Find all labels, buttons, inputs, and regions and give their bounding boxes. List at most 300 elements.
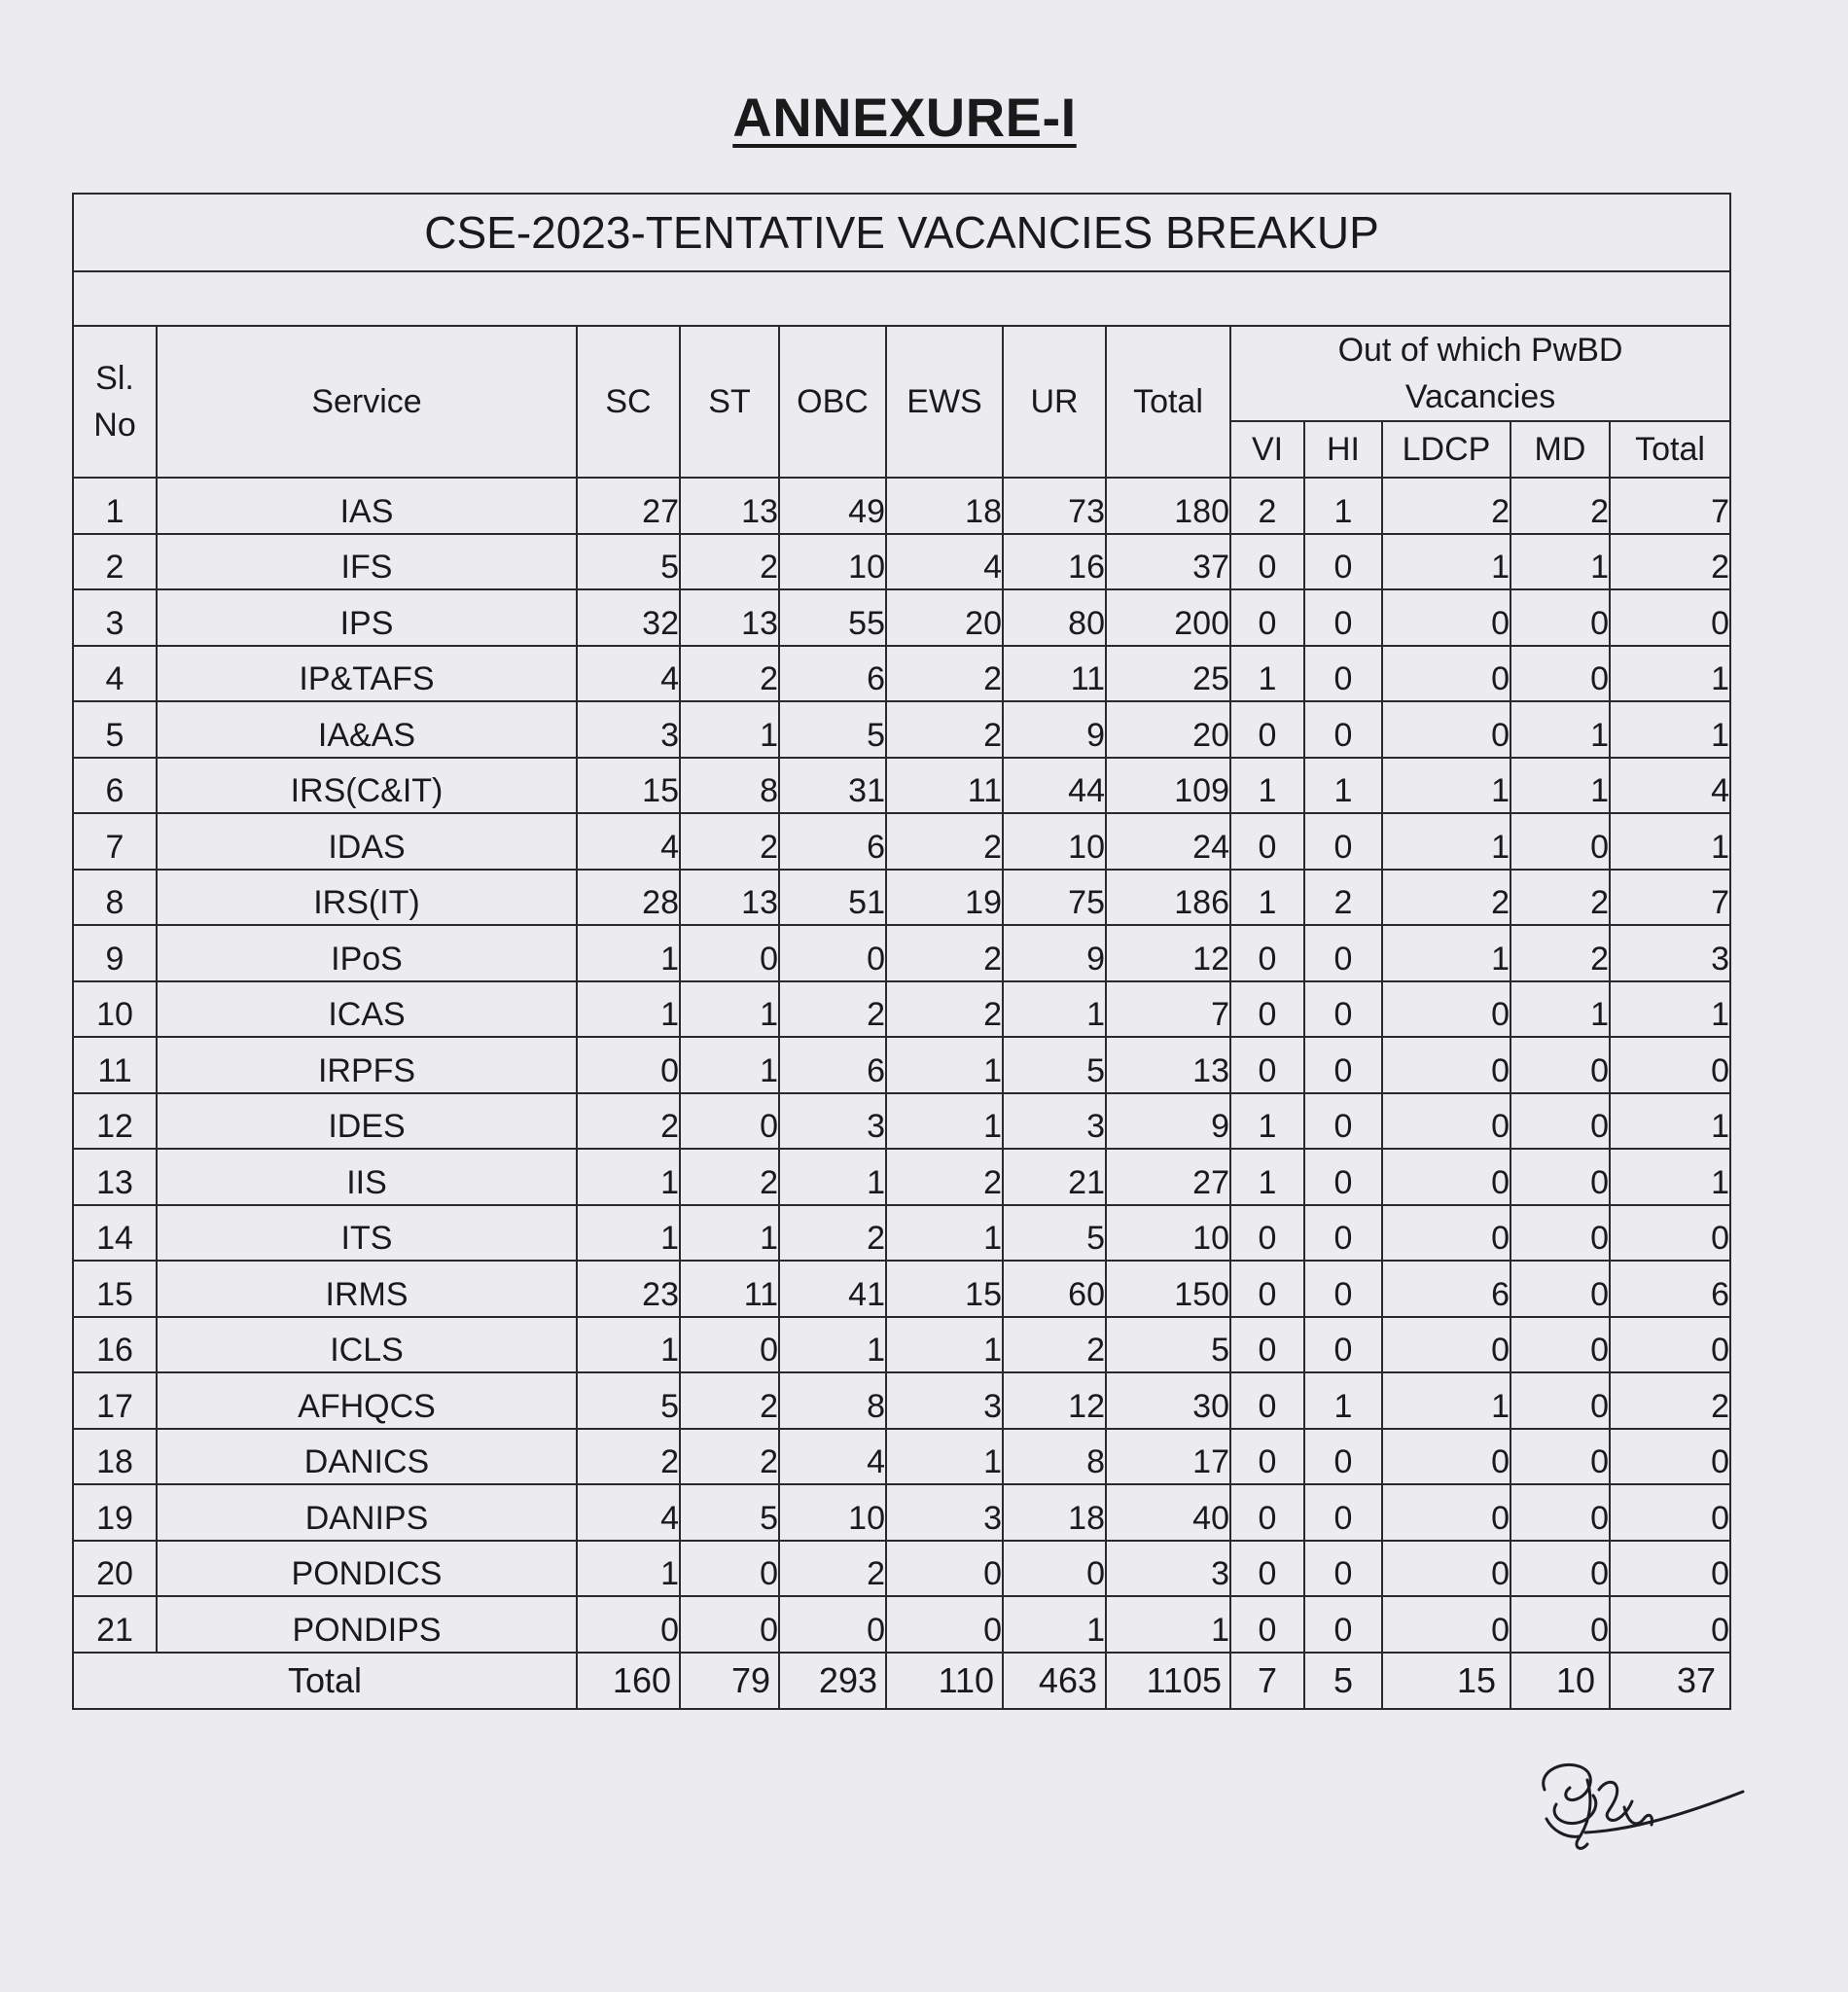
- table-row: [73, 1037, 1730, 1093]
- cell-total: 200: [1106, 589, 1230, 646]
- table-row: [73, 981, 1730, 1038]
- cell-ur: 5: [1003, 1037, 1106, 1093]
- cell-sc: 2: [577, 1093, 680, 1150]
- cell-sl: 14: [73, 1205, 157, 1262]
- cell-ldcp: 0: [1382, 1093, 1510, 1150]
- cell-ur: 80: [1003, 589, 1106, 646]
- cell-total: 150: [1106, 1261, 1230, 1317]
- cell-md: 2: [1510, 925, 1610, 981]
- cell-ldcp: 1: [1382, 758, 1510, 814]
- cell-ldcp: 0: [1382, 1205, 1510, 1262]
- cell-sl: 1: [73, 478, 157, 534]
- cell-md: 0: [1510, 646, 1610, 702]
- cell-md: 0: [1510, 1205, 1610, 1262]
- cell-st: 0: [680, 1093, 779, 1150]
- cell-hi: 0: [1304, 1037, 1382, 1093]
- cell-vi: 0: [1230, 1317, 1304, 1373]
- cell-md: 0: [1510, 1093, 1610, 1150]
- header-ur: UR: [1003, 326, 1106, 478]
- table-row: [73, 589, 1730, 646]
- cell-total: 13: [1106, 1037, 1230, 1093]
- cell-sc: 1: [577, 1149, 680, 1205]
- cell-service: IPoS: [157, 925, 577, 981]
- cell-st: 2: [680, 534, 779, 590]
- cell-ldcp: 0: [1382, 1484, 1510, 1541]
- cell-service: DANICS: [157, 1429, 577, 1485]
- cell-vi: 0: [1230, 813, 1304, 870]
- cell-st: 13: [680, 870, 779, 926]
- header-pwbd-total: Total: [1610, 421, 1730, 478]
- cell-vi: 0: [1230, 534, 1304, 590]
- cell-sl: 10: [73, 981, 157, 1038]
- cell-obc: 2: [779, 981, 886, 1038]
- cell-st: 0: [680, 925, 779, 981]
- cell-obc: 6: [779, 646, 886, 702]
- cell-vi: 0: [1230, 1596, 1304, 1653]
- cell-ews: 19: [886, 870, 1003, 926]
- cell-ews: 2: [886, 925, 1003, 981]
- cell-ews: 3: [886, 1484, 1003, 1541]
- totals-obc: 293: [779, 1653, 886, 1709]
- cell-total: 1: [1106, 1596, 1230, 1653]
- cell-hi: 0: [1304, 1429, 1382, 1485]
- cell-service: PONDIPS: [157, 1596, 577, 1653]
- cell-st: 0: [680, 1596, 779, 1653]
- cell-vi: 1: [1230, 646, 1304, 702]
- cell-hi: 0: [1304, 1261, 1382, 1317]
- cell-ldcp: 6: [1382, 1261, 1510, 1317]
- cell-service: IDAS: [157, 813, 577, 870]
- table-row: [73, 1484, 1730, 1541]
- cell-md: 1: [1510, 534, 1610, 590]
- cell-total: 20: [1106, 701, 1230, 758]
- cell-ews: 1: [886, 1205, 1003, 1262]
- cell-total: 10: [1106, 1205, 1230, 1262]
- cell-md: 2: [1510, 478, 1610, 534]
- header-row-1: [73, 326, 1730, 421]
- cell-total: 40: [1106, 1484, 1230, 1541]
- cell-service: IFS: [157, 534, 577, 590]
- cell-ews: 1: [886, 1093, 1003, 1150]
- cell-ur: 9: [1003, 701, 1106, 758]
- cell-md: 2: [1510, 870, 1610, 926]
- cell-st: 13: [680, 589, 779, 646]
- cell-sc: 23: [577, 1261, 680, 1317]
- cell-service: IPS: [157, 589, 577, 646]
- cell-st: 13: [680, 478, 779, 534]
- cell-pwbd-total: 2: [1610, 1372, 1730, 1429]
- header-hi: HI: [1304, 421, 1382, 478]
- cell-service: IIS: [157, 1149, 577, 1205]
- cell-pwbd-total: 7: [1610, 870, 1730, 926]
- cell-pwbd-total: 1: [1610, 813, 1730, 870]
- cell-ldcp: 0: [1382, 1429, 1510, 1485]
- cell-pwbd-total: 0: [1610, 1596, 1730, 1653]
- header-pwbd-group: Out of which PwBD Vacancies: [1230, 326, 1730, 421]
- cell-service: IRPFS: [157, 1037, 577, 1093]
- cell-service: IRS(IT): [157, 870, 577, 926]
- cell-sl: 21: [73, 1596, 157, 1653]
- table-row: [73, 1093, 1730, 1150]
- cell-ews: 2: [886, 646, 1003, 702]
- cell-vi: 0: [1230, 925, 1304, 981]
- cell-sc: 5: [577, 1372, 680, 1429]
- cell-hi: 0: [1304, 1093, 1382, 1150]
- cell-ur: 8: [1003, 1429, 1106, 1485]
- cell-pwbd-total: 7: [1610, 478, 1730, 534]
- cell-sc: 27: [577, 478, 680, 534]
- cell-ur: 3: [1003, 1093, 1106, 1150]
- cell-st: 0: [680, 1317, 779, 1373]
- cell-hi: 0: [1304, 534, 1382, 590]
- cell-ews: 18: [886, 478, 1003, 534]
- cell-ews: 20: [886, 589, 1003, 646]
- cell-vi: 0: [1230, 1261, 1304, 1317]
- table-row: [73, 813, 1730, 870]
- table-row: [73, 1149, 1730, 1205]
- cell-pwbd-total: 0: [1610, 1541, 1730, 1597]
- cell-total: 9: [1106, 1093, 1230, 1150]
- cell-pwbd-total: 4: [1610, 758, 1730, 814]
- cell-ur: 18: [1003, 1484, 1106, 1541]
- totals-hi: 5: [1304, 1653, 1382, 1709]
- header-obc: OBC: [779, 326, 886, 478]
- cell-sc: 1: [577, 925, 680, 981]
- signature: [1527, 1751, 1751, 1858]
- table-row: [73, 870, 1730, 926]
- cell-st: 11: [680, 1261, 779, 1317]
- cell-ews: 3: [886, 1372, 1003, 1429]
- cell-st: 8: [680, 758, 779, 814]
- cell-ews: 0: [886, 1596, 1003, 1653]
- cell-ews: 2: [886, 981, 1003, 1038]
- cell-st: 5: [680, 1484, 779, 1541]
- cell-vi: 0: [1230, 589, 1304, 646]
- cell-ldcp: 1: [1382, 1372, 1510, 1429]
- totals-ews: 110: [886, 1653, 1003, 1709]
- table-row: [73, 925, 1730, 981]
- cell-sl: 13: [73, 1149, 157, 1205]
- cell-ldcp: 0: [1382, 1596, 1510, 1653]
- cell-sl: 4: [73, 646, 157, 702]
- cell-hi: 1: [1304, 478, 1382, 534]
- cell-sc: 1: [577, 981, 680, 1038]
- cell-sl: 15: [73, 1261, 157, 1317]
- cell-st: 1: [680, 1205, 779, 1262]
- totals-pwbd-total: 37: [1610, 1653, 1730, 1709]
- cell-ur: 10: [1003, 813, 1106, 870]
- table-row: [73, 1317, 1730, 1373]
- header-ews: EWS: [886, 326, 1003, 478]
- cell-vi: 0: [1230, 1429, 1304, 1485]
- cell-ews: 11: [886, 758, 1003, 814]
- cell-ldcp: 1: [1382, 925, 1510, 981]
- cell-pwbd-total: 1: [1610, 646, 1730, 702]
- cell-st: 0: [680, 1541, 779, 1597]
- cell-pwbd-total: 1: [1610, 1149, 1730, 1205]
- cell-pwbd-total: 0: [1610, 1317, 1730, 1373]
- table-row: [73, 534, 1730, 590]
- header-sl-no: Sl. No: [73, 326, 157, 478]
- cell-service: ITS: [157, 1205, 577, 1262]
- vacancies-table: [72, 193, 1731, 1710]
- header-md: MD: [1510, 421, 1610, 478]
- cell-md: 1: [1510, 758, 1610, 814]
- cell-ur: 2: [1003, 1317, 1106, 1373]
- cell-obc: 5: [779, 701, 886, 758]
- cell-sc: 0: [577, 1037, 680, 1093]
- table-row: [73, 1541, 1730, 1597]
- cell-ur: 75: [1003, 870, 1106, 926]
- totals-md: 10: [1510, 1653, 1610, 1709]
- cell-vi: 0: [1230, 1541, 1304, 1597]
- cell-md: 0: [1510, 1429, 1610, 1485]
- cell-st: 1: [680, 981, 779, 1038]
- cell-obc: 10: [779, 534, 886, 590]
- cell-ews: 2: [886, 1149, 1003, 1205]
- cell-sl: 6: [73, 758, 157, 814]
- cell-sl: 19: [73, 1484, 157, 1541]
- header-total: Total: [1106, 326, 1230, 478]
- cell-total: 27: [1106, 1149, 1230, 1205]
- cell-obc: 49: [779, 478, 886, 534]
- cell-sl: 17: [73, 1372, 157, 1429]
- cell-total: 25: [1106, 646, 1230, 702]
- cell-sl: 2: [73, 534, 157, 590]
- cell-obc: 8: [779, 1372, 886, 1429]
- cell-service: IDES: [157, 1093, 577, 1150]
- cell-ldcp: 1: [1382, 813, 1510, 870]
- cell-service: AFHQCS: [157, 1372, 577, 1429]
- cell-ur: 5: [1003, 1205, 1106, 1262]
- cell-pwbd-total: 3: [1610, 925, 1730, 981]
- cell-obc: 4: [779, 1429, 886, 1485]
- cell-ur: 1: [1003, 981, 1106, 1038]
- cell-sc: 0: [577, 1596, 680, 1653]
- cell-total: 5: [1106, 1317, 1230, 1373]
- cell-sc: 15: [577, 758, 680, 814]
- annexure-heading: [0, 86, 1809, 149]
- cell-service: ICAS: [157, 981, 577, 1038]
- cell-ur: 60: [1003, 1261, 1106, 1317]
- cell-md: 0: [1510, 1541, 1610, 1597]
- cell-ews: 4: [886, 534, 1003, 590]
- cell-sl: 18: [73, 1429, 157, 1485]
- cell-ur: 73: [1003, 478, 1106, 534]
- cell-total: 180: [1106, 478, 1230, 534]
- cell-total: 37: [1106, 534, 1230, 590]
- cell-sl: 20: [73, 1541, 157, 1597]
- cell-ldcp: 0: [1382, 1317, 1510, 1373]
- cell-total: 7: [1106, 981, 1230, 1038]
- cell-sc: 1: [577, 1317, 680, 1373]
- cell-obc: 6: [779, 813, 886, 870]
- cell-ur: 11: [1003, 646, 1106, 702]
- table-row: [73, 701, 1730, 758]
- cell-obc: 51: [779, 870, 886, 926]
- cell-st: 2: [680, 1149, 779, 1205]
- cell-sl: 11: [73, 1037, 157, 1093]
- cell-st: 2: [680, 813, 779, 870]
- cell-sc: 2: [577, 1429, 680, 1485]
- cell-hi: 0: [1304, 1149, 1382, 1205]
- cell-vi: 2: [1230, 478, 1304, 534]
- cell-ldcp: 0: [1382, 1149, 1510, 1205]
- cell-st: 1: [680, 701, 779, 758]
- table-row: [73, 1596, 1730, 1653]
- cell-ews: 2: [886, 813, 1003, 870]
- cell-md: 0: [1510, 1372, 1610, 1429]
- cell-md: 1: [1510, 701, 1610, 758]
- cell-total: 3: [1106, 1541, 1230, 1597]
- table-row: [73, 1429, 1730, 1485]
- cell-vi: 0: [1230, 1484, 1304, 1541]
- cell-sc: 32: [577, 589, 680, 646]
- cell-md: 1: [1510, 981, 1610, 1038]
- cell-ur: 9: [1003, 925, 1106, 981]
- cell-obc: 2: [779, 1541, 886, 1597]
- cell-md: 0: [1510, 1484, 1610, 1541]
- cell-obc: 0: [779, 1596, 886, 1653]
- cell-sl: 16: [73, 1317, 157, 1373]
- cell-total: 24: [1106, 813, 1230, 870]
- cell-obc: 55: [779, 589, 886, 646]
- cell-pwbd-total: 2: [1610, 534, 1730, 590]
- totals-vi: 7: [1230, 1653, 1304, 1709]
- table-row: [73, 646, 1730, 702]
- cell-ews: 1: [886, 1317, 1003, 1373]
- cell-hi: 0: [1304, 925, 1382, 981]
- cell-sc: 5: [577, 534, 680, 590]
- cell-obc: 3: [779, 1093, 886, 1150]
- cell-ldcp: 2: [1382, 870, 1510, 926]
- cell-ldcp: 0: [1382, 701, 1510, 758]
- totals-label: Total: [73, 1653, 577, 1709]
- cell-pwbd-total: 1: [1610, 701, 1730, 758]
- cell-md: 0: [1510, 1261, 1610, 1317]
- header-sc: SC: [577, 326, 680, 478]
- cell-vi: 0: [1230, 701, 1304, 758]
- cell-ur: 44: [1003, 758, 1106, 814]
- cell-obc: 31: [779, 758, 886, 814]
- totals-ldcp: 15: [1382, 1653, 1510, 1709]
- cell-hi: 2: [1304, 870, 1382, 926]
- cell-sl: 8: [73, 870, 157, 926]
- cell-service: IP&TAFS: [157, 646, 577, 702]
- cell-vi: 0: [1230, 1372, 1304, 1429]
- cell-hi: 0: [1304, 1205, 1382, 1262]
- cell-hi: 0: [1304, 589, 1382, 646]
- cell-pwbd-total: 0: [1610, 1037, 1730, 1093]
- cell-ews: 1: [886, 1037, 1003, 1093]
- cell-ur: 0: [1003, 1541, 1106, 1597]
- table-row: [73, 1261, 1730, 1317]
- cell-total: 17: [1106, 1429, 1230, 1485]
- cell-total: 186: [1106, 870, 1230, 926]
- cell-ldcp: 0: [1382, 589, 1510, 646]
- cell-service: IAS: [157, 478, 577, 534]
- cell-vi: 0: [1230, 1037, 1304, 1093]
- cell-ldcp: 2: [1382, 478, 1510, 534]
- cell-service: IRS(C&IT): [157, 758, 577, 814]
- header-service: Service: [157, 326, 577, 478]
- cell-ews: 1: [886, 1429, 1003, 1485]
- cell-st: 2: [680, 1372, 779, 1429]
- cell-sc: 1: [577, 1205, 680, 1262]
- cell-sl: 3: [73, 589, 157, 646]
- totals-total: 1105: [1106, 1653, 1230, 1709]
- cell-ldcp: 0: [1382, 1037, 1510, 1093]
- annexure-title: ANNEXURE-I: [732, 87, 1077, 148]
- cell-ldcp: 0: [1382, 646, 1510, 702]
- table-row: [73, 1205, 1730, 1262]
- cell-vi: 1: [1230, 1093, 1304, 1150]
- cell-obc: 1: [779, 1317, 886, 1373]
- cell-st: 2: [680, 1429, 779, 1485]
- cell-pwbd-total: 0: [1610, 1205, 1730, 1262]
- cell-md: 0: [1510, 1596, 1610, 1653]
- header-st: ST: [680, 326, 779, 478]
- cell-hi: 0: [1304, 981, 1382, 1038]
- cell-obc: 2: [779, 1205, 886, 1262]
- cell-ews: 2: [886, 701, 1003, 758]
- header-vi: VI: [1230, 421, 1304, 478]
- cell-hi: 0: [1304, 1541, 1382, 1597]
- cell-vi: 1: [1230, 870, 1304, 926]
- cell-ur: 1: [1003, 1596, 1106, 1653]
- cell-sl: 5: [73, 701, 157, 758]
- cell-total: 109: [1106, 758, 1230, 814]
- cell-total: 30: [1106, 1372, 1230, 1429]
- cell-md: 0: [1510, 1037, 1610, 1093]
- cell-vi: 0: [1230, 981, 1304, 1038]
- cell-md: 0: [1510, 1317, 1610, 1373]
- cell-sl: 12: [73, 1093, 157, 1150]
- cell-hi: 0: [1304, 701, 1382, 758]
- cell-pwbd-total: 0: [1610, 1429, 1730, 1485]
- cell-service: DANIPS: [157, 1484, 577, 1541]
- cell-sc: 1: [577, 1541, 680, 1597]
- cell-vi: 0: [1230, 1205, 1304, 1262]
- cell-sc: 28: [577, 870, 680, 926]
- cell-pwbd-total: 1: [1610, 1093, 1730, 1150]
- totals-sc: 160: [577, 1653, 680, 1709]
- cell-obc: 10: [779, 1484, 886, 1541]
- table-caption-row: [73, 194, 1730, 271]
- cell-ldcp: 1: [1382, 534, 1510, 590]
- cell-hi: 0: [1304, 813, 1382, 870]
- cell-sl: 7: [73, 813, 157, 870]
- cell-vi: 1: [1230, 758, 1304, 814]
- cell-service: IRMS: [157, 1261, 577, 1317]
- header-ldcp: LDCP: [1382, 421, 1510, 478]
- cell-total: 12: [1106, 925, 1230, 981]
- table-title: CSE-2023-TENTATIVE VACANCIES BREAKUP: [73, 194, 1730, 271]
- cell-md: 0: [1510, 1149, 1610, 1205]
- cell-obc: 41: [779, 1261, 886, 1317]
- cell-md: 0: [1510, 813, 1610, 870]
- cell-ur: 12: [1003, 1372, 1106, 1429]
- cell-md: 0: [1510, 589, 1610, 646]
- cell-hi: 0: [1304, 1596, 1382, 1653]
- cell-hi: 0: [1304, 1317, 1382, 1373]
- cell-ur: 21: [1003, 1149, 1106, 1205]
- cell-pwbd-total: 0: [1610, 1484, 1730, 1541]
- cell-pwbd-total: 6: [1610, 1261, 1730, 1317]
- cell-ldcp: 0: [1382, 1541, 1510, 1597]
- cell-service: PONDICS: [157, 1541, 577, 1597]
- cell-sc: 4: [577, 646, 680, 702]
